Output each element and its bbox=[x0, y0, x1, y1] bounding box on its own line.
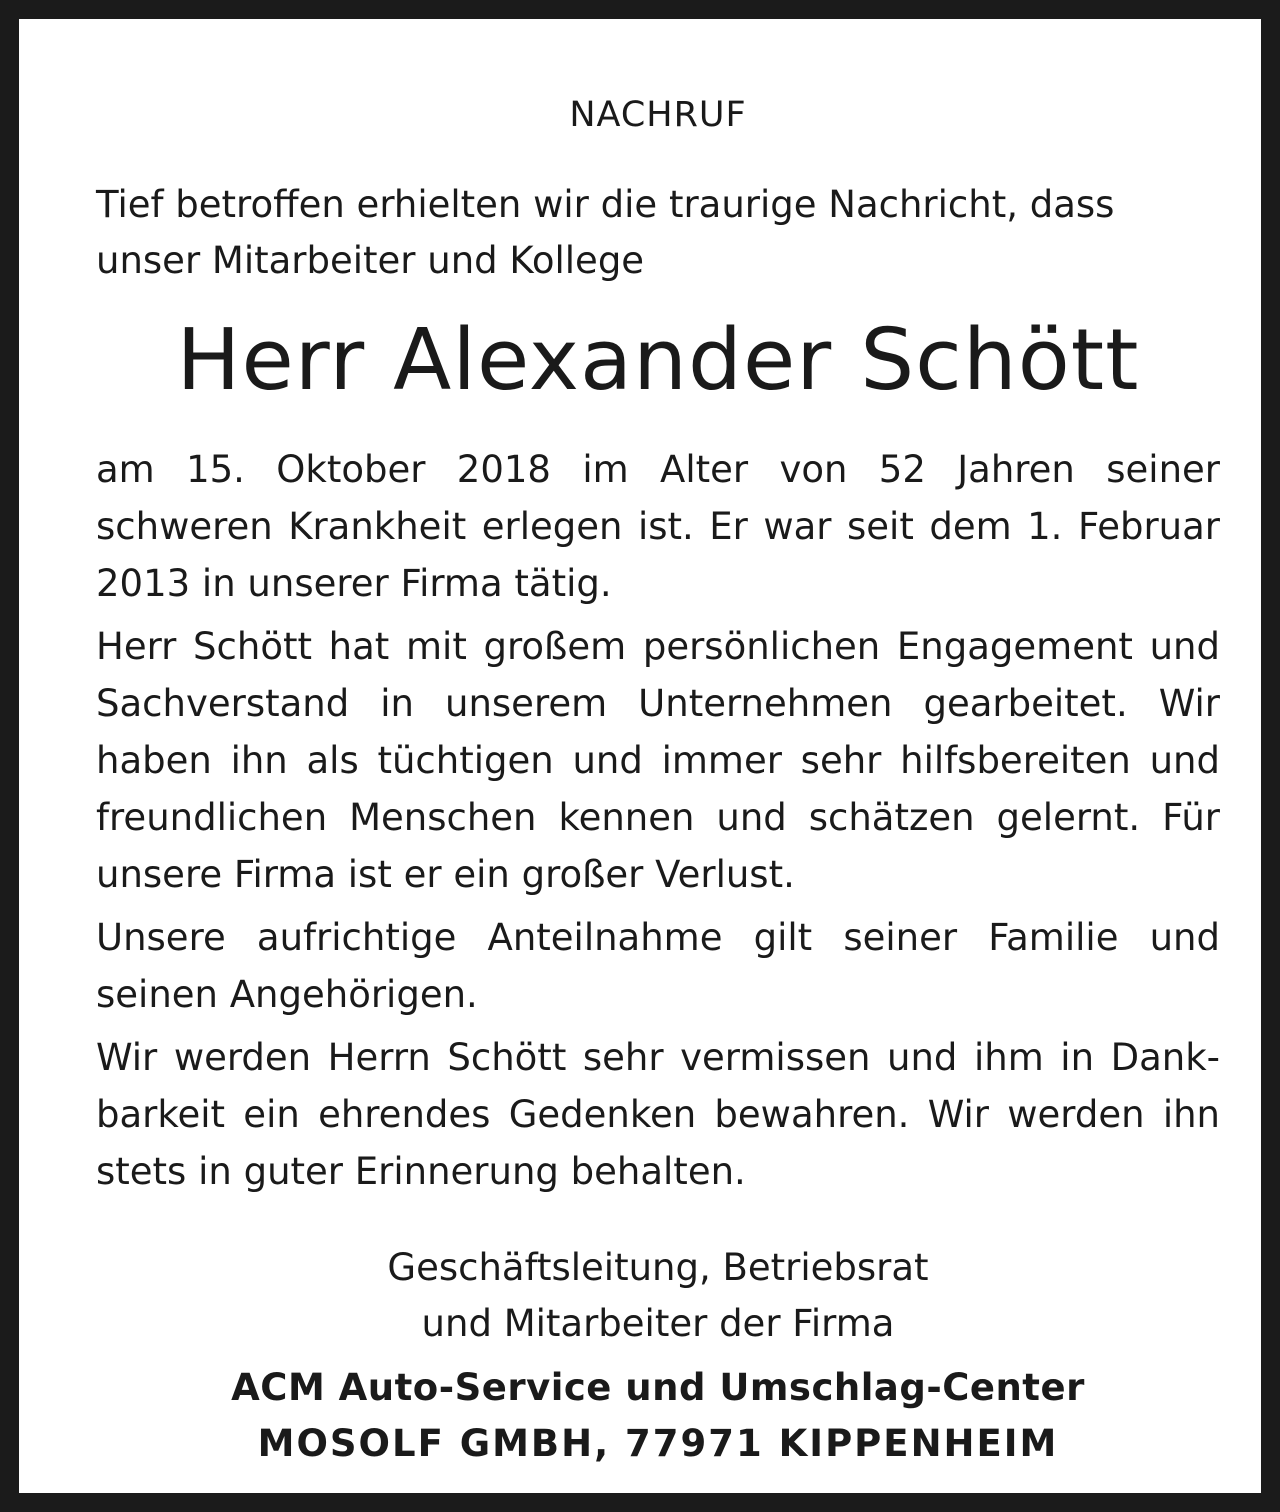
paragraph-tribute: Herr Schött hat mit großem persönlichen Engagement und Sachverstand in unserem Unternehmen gearbeitet. Wir haben ihn als tüchtigen und immer sehr hilfsbereiten und freundlichen Menschen kennen und schätzen gelernt. Für unsere Firma ist er ein großer Verlust. bbox=[96, 625, 1220, 896]
paragraph-remembrance: Wir werden Herrn Schött sehr vermissen und ihm in Dankbarkeit ein ehrendes Gedenken bewahren. Wir werden ihn stets in guter Erinnerung behalten. bbox=[96, 1036, 1220, 1193]
deceased-name: Herr Alexander Schött bbox=[176, 311, 1140, 410]
signoff-line-2: und Mitarbeiter der Firma bbox=[421, 1302, 895, 1345]
signoff-line-1: Geschäftsleitung, Betriebsrat bbox=[387, 1246, 929, 1289]
company-line-1: ACM Auto-Service und Umschlag-Center bbox=[231, 1366, 1085, 1409]
company-line-2: MOSOLF GMBH, 77971 KIPPENHEIM bbox=[257, 1422, 1059, 1465]
signoff bbox=[96, 1240, 1220, 1352]
paragraph-death-notice: am 15. Oktober 2018 im Alter von 52 Jahren seiner schweren Krankheit erlegen ist. Er war seit dem 1. Februar 2013 in unserer Firma tätig. bbox=[96, 448, 1220, 605]
obituary-content bbox=[96, 91, 1220, 1472]
intro-text: Tief betroffen erhielten wir die traurige Nachricht, dass unser Mitarbeiter und Kollege bbox=[96, 183, 1115, 282]
obituary-heading: NACHRUF bbox=[569, 95, 747, 135]
paragraph-condolence: Unsere aufrichtige Anteilnahme gilt seiner Familie und seinen Angehörigen. bbox=[96, 916, 1220, 1016]
company-name bbox=[96, 1360, 1220, 1472]
